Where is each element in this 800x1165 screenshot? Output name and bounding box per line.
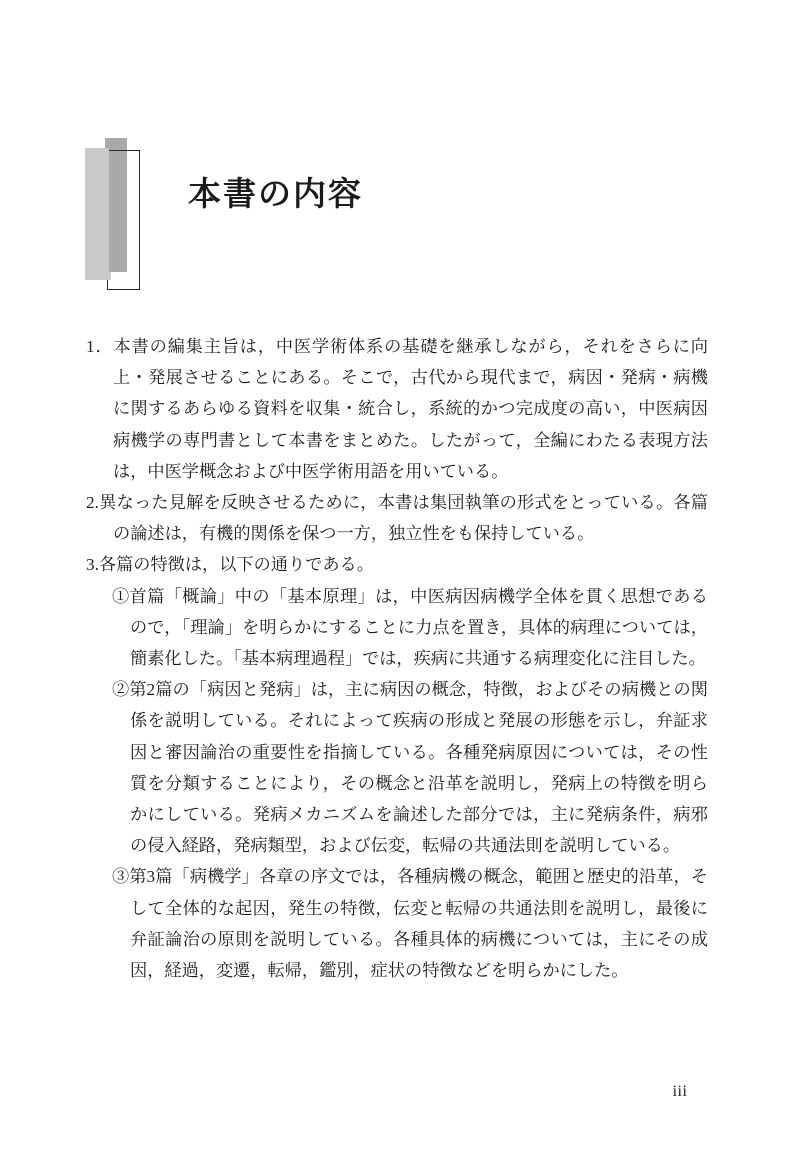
decoration-light-bar-overlay: [85, 148, 109, 280]
list-item-number: 2.: [86, 493, 99, 513]
page-number-footer: [0, 1083, 800, 1101]
page-title: 本書の内容: [188, 177, 363, 213]
list-item-text: 本書の編集主旨は，中医学術体系の基礎を継承しながら，それをさらに向上・発展させることにある。そこで，古代から現代まで，病因・発病・病機に関するあらゆる資料を収集・統合し，系統的かつ完成度の高い，中医病因病機学の専門書として本書をまとめた。したがって，全編にわたる表現方法は，中医学概念および中医学術用語を用いている。: [113, 337, 708, 481]
list-item: [86, 549, 708, 580]
page-number: iii: [672, 1083, 688, 1100]
list-item-number: ②: [112, 680, 130, 700]
list-item: [86, 331, 708, 487]
list-item-text: 第2篇の「病因と発病」は，主に病因の概念，特徴，およびその病機との関係を説明している。それによって疾病の形成と発展の形態を示し，弁証求因と審因論治の重要性を指摘している。各種発病原因については，その性質を分類することにより，その概念と沿革を説明し，発病上の特徴を明らかにしている。発病メカニズムを論述した部分では，主に発病条件，病邪の侵入経路，発病類型，および伝変，転帰の共通法則を説明している。: [129, 680, 708, 856]
page-header: [0, 0, 800, 300]
list-item-text: 首篇「概論」中の「基本原理」は，中医病因病機学全体を貫く思想であるので，「理論」を明らかにすることに力点を置き，具体的病理については，簡素化した。「基本病理過程」では，疾病に共通する病理変化に注目した。: [129, 586, 708, 669]
list-item: [112, 581, 708, 675]
list-item-text: 異なった見解を反映させるために，本書は集団執筆の形式をとっている。各篇の論述は，有機的関係を保つ一方，独立性をも保持している。: [98, 493, 708, 544]
decoration-outline-rect: [107, 150, 140, 290]
list-item-number: ③: [112, 867, 130, 887]
list-item: [112, 674, 708, 861]
list-item-text: 第3篇「病機学」各章の序文では，各種病機の概念，範囲と歴史的沿革，そして全体的な起因，発生の特徴，伝変と転帰の共通法則を説明し，最後に弁証論治の原則を説明している。各種具体的病機については，主にその成因，経過，変遷，転帰，鑑別，症状の特徴などを明らかにした。: [129, 867, 708, 981]
body-content: [86, 331, 708, 986]
header-decoration-graphic: [85, 130, 205, 300]
list-item-number: ①: [112, 586, 130, 606]
list-item: [86, 487, 708, 549]
list-item-number: 3.: [86, 555, 99, 575]
list-item-text: 各篇の特徴は，以下の通りである。: [98, 555, 374, 575]
list-item: [112, 861, 708, 986]
list-item-number: 1．: [86, 337, 114, 356]
